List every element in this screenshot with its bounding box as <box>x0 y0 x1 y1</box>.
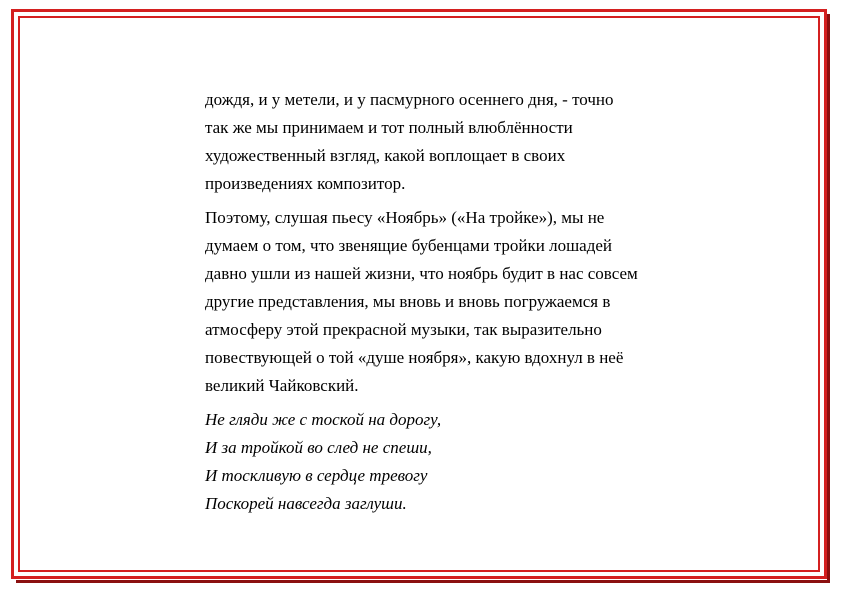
paragraph-line: думаем о том, что звенящие бубенцами тройки лошадей <box>205 236 612 255</box>
paragraph-line: Поэтому, слушая пьесу «Ноябрь» («На тройке»), мы не <box>205 208 605 227</box>
poem-line: И за тройкой во след не спеши, <box>205 438 432 457</box>
paragraph-2 <box>205 204 725 400</box>
poem-line: И тоскливую в сердце тревогу <box>205 466 428 485</box>
paragraph-line: произведениях композитор. <box>205 174 406 193</box>
paragraph-line: атмосферу этой прекрасной музыки, так выразительно <box>205 320 602 339</box>
poem-stanza <box>205 406 725 518</box>
poem-line: Поскорей навсегда заглуши. <box>205 494 407 513</box>
paragraph-line: художественный взгляд, какой воплощает в своих <box>205 146 566 165</box>
text-body <box>205 86 725 518</box>
paragraph-line: другие представления, мы вновь и вновь погружаемся в <box>205 292 611 311</box>
paragraph-1 <box>205 86 725 198</box>
poem-line: Не гляди же с тоской на дорогу, <box>205 410 442 429</box>
paragraph-line: так же мы принимаем и тот полный влюблённости <box>205 118 573 137</box>
paragraph-line: великий Чайковский. <box>205 376 359 395</box>
paragraph-line: дождя, и у метели, и у пасмурного осеннего дня, - точно <box>205 90 614 109</box>
paragraph-line: давно ушли из нашей жизни, что ноябрь будит в нас совсем <box>205 264 638 283</box>
paragraph-line: повествующей о той «душе ноября», какую вдохнул в неё <box>205 348 624 367</box>
